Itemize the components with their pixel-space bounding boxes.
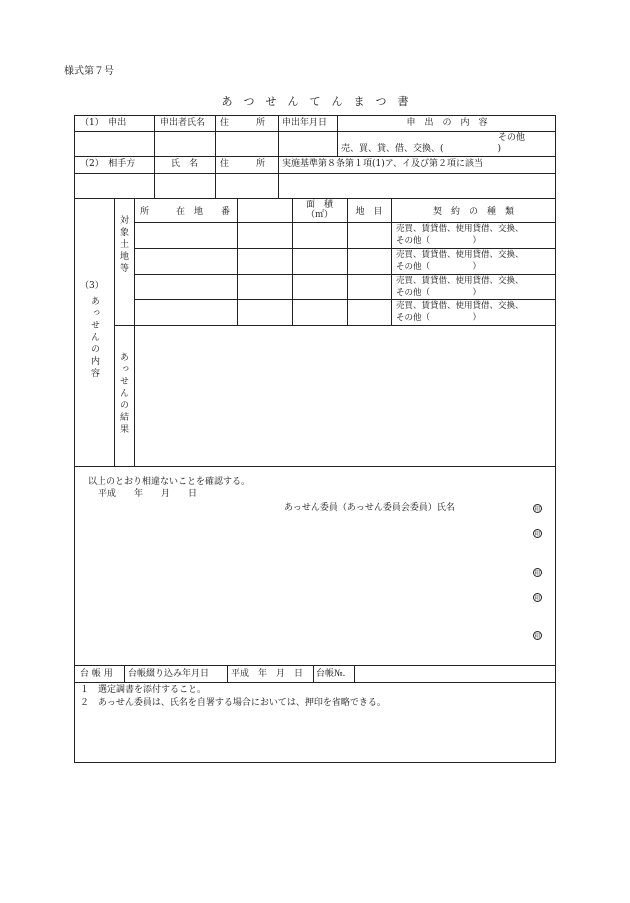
contract-row-1-line2: その他（ ） — [396, 236, 482, 246]
content-options: 売、買、貸、借、交換、( ) — [341, 144, 502, 154]
contract-row-2-line2: その他（ ） — [396, 262, 482, 272]
ledger-entry-date-label: 台帳綴り込み年月日 — [128, 669, 210, 679]
ledger-label: 台 帳 用 — [80, 669, 113, 679]
counterparty-name-header: 氏 名 — [170, 159, 198, 169]
location-header: 所 在 地 番 — [140, 207, 231, 217]
contract-row-1-line1: 売買、賃貸借、使用貸借、交換、 — [396, 224, 524, 234]
contract-row-4-line2: その他（ ） — [396, 313, 482, 323]
note-1: １ 選定調書を添付すること。 — [80, 685, 207, 695]
land-category-header: 地 目 — [355, 207, 383, 217]
confirmation-date: 平成 年 月 日 — [98, 489, 198, 499]
form-number: 様式第７号 — [64, 66, 114, 77]
contract-row-4-line1: 売買、賃貸借、使用貸借、交換、 — [396, 301, 524, 311]
applicant-address-header: 住 所 — [220, 118, 266, 128]
committee-member-label: あっせん委員（あっせん委員会委員）氏名 — [284, 503, 455, 513]
section1-label: （1） 申出 — [80, 118, 127, 128]
counterparty-address-header: 住 所 — [220, 159, 266, 169]
ledger-date-value: 平成 年 月 日 — [231, 669, 304, 679]
seal-mark-3: 印 — [534, 570, 541, 577]
result-label: あっせんの結果 — [118, 352, 128, 436]
seal-mark-5: 印 — [534, 633, 541, 640]
seal-mark-2: 印 — [534, 531, 541, 538]
section3-num: （3） — [80, 281, 104, 291]
note-2: ２ あっせん委員は、氏名を自署する場合においては、押印を省略できる。 — [80, 698, 386, 708]
target-land-label: 対象土地等 — [118, 215, 128, 275]
applicant-name-header: 申出者氏名 — [160, 118, 206, 128]
ledger-number-label: 台帳№. — [316, 669, 346, 679]
confirmation-statement: 以上のとおり相違ないことを確認する。 — [88, 477, 251, 487]
contract-row-2-line1: 売買、賃貸借、使用貸借、交換、 — [396, 250, 524, 260]
application-content-header: 申 出 の 内 容 — [406, 118, 488, 128]
section2-label: （2） 相手方 — [80, 159, 136, 169]
contract-row-3-line2: その他（ ） — [396, 288, 482, 298]
contract-type-header: 契 約 の 種 類 — [432, 207, 514, 217]
criteria-text: 実施基準第８条第１項(1)ア、イ及び第２項に該当 — [282, 159, 484, 169]
seal-mark-1: 印 — [534, 506, 541, 513]
area-unit: （㎡） — [305, 210, 333, 220]
contract-row-3-line1: 売買、賃貸借、使用貸借、交換、 — [396, 276, 524, 286]
area-header: 面 積 — [305, 200, 333, 210]
document-title: あ つ せ ん て ん ま つ 書 — [221, 95, 409, 108]
content-other: その他 — [498, 133, 526, 143]
section3-label: あっせんの内容 — [89, 296, 99, 380]
seal-mark-4: 印 — [534, 595, 541, 602]
application-date-header: 申出年月日 — [282, 118, 328, 128]
